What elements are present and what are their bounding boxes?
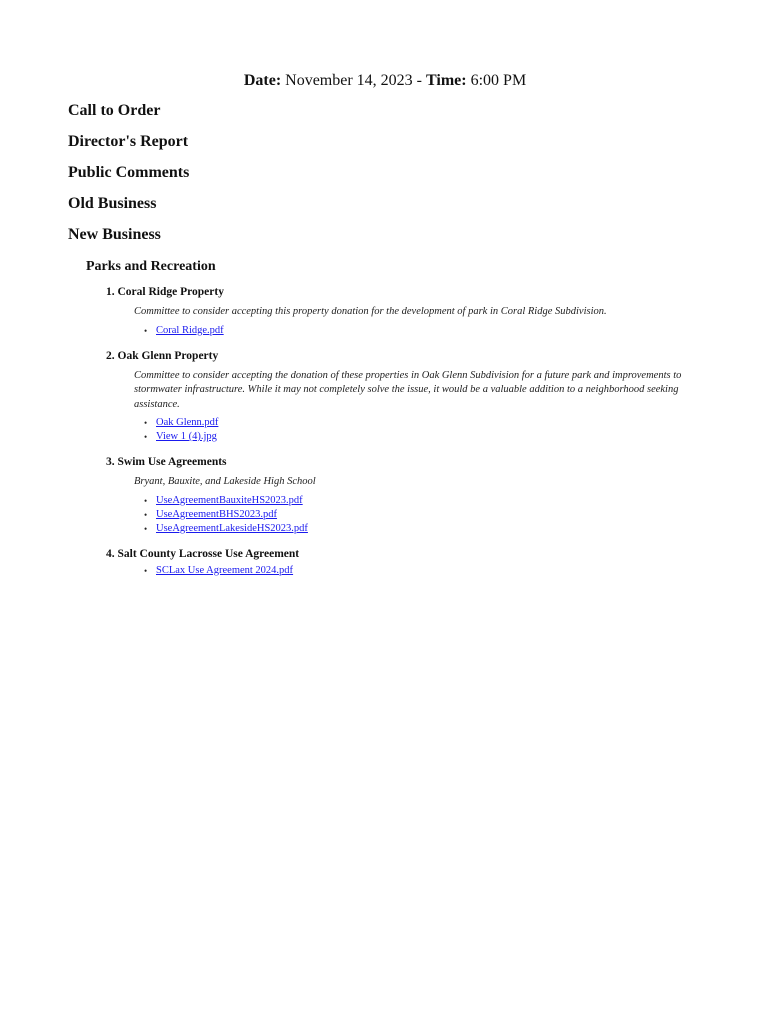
- attachment-link[interactable]: SCLax Use Agreement 2024.pdf: [156, 564, 294, 576]
- attachment-link[interactable]: Coral Ridge.pdf: [156, 324, 224, 336]
- attachment-item: [144, 430, 728, 444]
- meeting-date-time: [0, 70, 770, 92]
- attachment-link[interactable]: UseAgreementLakesideHS2023.pdf: [156, 522, 308, 534]
- date-label: Date:: [243, 72, 282, 89]
- attachment-item: [144, 564, 728, 578]
- attachment-link[interactable]: UseAgreementBHS2023.pdf: [156, 508, 278, 520]
- attachment-item: [144, 494, 728, 508]
- date-value: November 14, 2023: [285, 72, 413, 89]
- attachment-link[interactable]: Oak Glenn.pdf: [156, 417, 219, 428]
- agenda-item: [106, 454, 728, 536]
- agenda-item-title: 3. Swim Use Agreements: [106, 456, 227, 468]
- agenda-item: [106, 348, 728, 445]
- agenda-item-title: 2. Oak Glenn Property: [106, 349, 219, 362]
- agenda-item-description: Bryant, Bauxite, and Lakeside High School: [134, 476, 316, 487]
- attachment-item: [144, 508, 728, 522]
- section-new-business: New Business: [68, 226, 161, 243]
- agenda-item-description: Committee to consider accepting the donation of these properties in Oak Glenn Subdivision for a future park and improvements to stormwater infrastructure. While it may not completely solve the issue, it would be a valuable addition to a neighborhood seeking assistance.: [134, 369, 682, 410]
- attachment-item: [144, 522, 728, 536]
- attachment-list: [144, 416, 728, 444]
- attachment-link[interactable]: View 1 (4).jpg: [156, 431, 217, 442]
- attachment-item: [144, 416, 728, 430]
- attachment-list: [144, 324, 728, 338]
- section-public-comments: Public Comments: [68, 164, 190, 181]
- agenda-item-title: 1. Coral Ridge Property: [106, 286, 224, 298]
- attachment-list: [144, 564, 728, 578]
- attachment-link[interactable]: UseAgreementBauxiteHS2023.pdf: [156, 494, 303, 506]
- agenda-item: [106, 284, 728, 338]
- section-call-to-order: Call to Order: [68, 102, 161, 119]
- agenda-sections: [68, 100, 728, 588]
- agenda-item: [106, 546, 728, 578]
- attachment-list: [144, 494, 728, 536]
- time-label: Time:: [426, 72, 467, 89]
- time-value: 6:00 PM: [470, 72, 527, 89]
- section-old-business: Old Business: [68, 195, 157, 212]
- attachment-item: [144, 324, 728, 338]
- section-directors-report: Director's Report: [68, 133, 189, 150]
- date-time-separator: -: [416, 72, 422, 89]
- agenda-item-title: 4. Salt County Lacrosse Use Agreement: [106, 547, 300, 560]
- subsection-parks-and-recreation: Parks and Recreation: [86, 259, 216, 274]
- agenda-item-description: Committee to consider accepting this property donation for the development of park in Coral Ridge Subdivision.: [134, 306, 607, 317]
